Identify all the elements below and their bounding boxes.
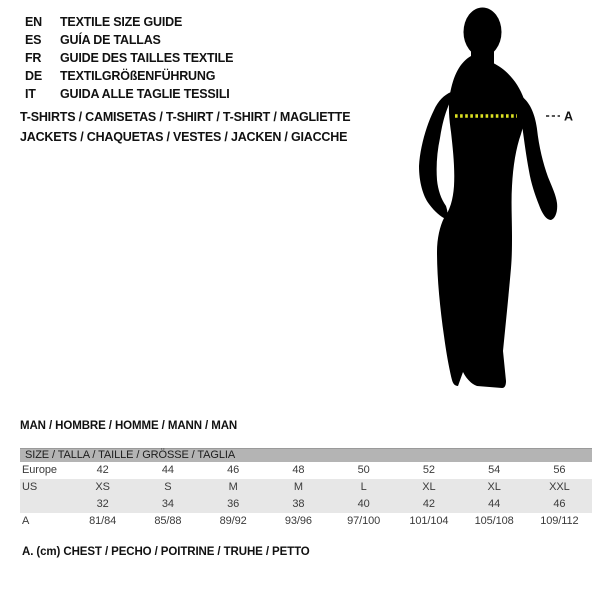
table-cell: 109/112	[540, 515, 579, 527]
table-cell: 48	[292, 464, 305, 476]
table-cell: XL	[487, 481, 501, 493]
table-cell: 101/104	[409, 515, 449, 527]
table-cell: 89/92	[219, 515, 247, 527]
list-item	[25, 85, 233, 103]
table-cell: 38	[292, 498, 305, 510]
language-label: TEXTILGRÖßENFÜHRUNG	[60, 69, 216, 83]
measure-label-a: A	[564, 109, 574, 124]
table-cell: 105/108	[474, 515, 514, 527]
language-code: DE	[25, 69, 42, 83]
table-cell: 42	[422, 498, 435, 510]
size-table	[20, 448, 592, 530]
row-label: A	[22, 515, 30, 527]
table-cell: XXL	[549, 481, 570, 493]
table-cell: 42	[96, 464, 109, 476]
list-item	[25, 31, 233, 49]
table-cell: XL	[422, 481, 436, 493]
table-cell: S	[164, 481, 172, 493]
language-label: TEXTILE SIZE GUIDE	[60, 15, 183, 29]
table-row-chest-a	[20, 513, 592, 530]
table-cell: 56	[553, 464, 566, 476]
list-item	[25, 67, 233, 85]
table-cell: 46	[553, 498, 566, 510]
language-code: EN	[25, 15, 42, 29]
language-guide-list	[25, 13, 233, 103]
row-label	[20, 496, 70, 513]
table-cell: 36	[227, 498, 240, 510]
table-cell: M	[228, 481, 238, 493]
row-label: Europe	[22, 464, 57, 476]
size-table-header: SIZE / TALLA / TAILLE / GRÖSSE / TAGLIA	[20, 448, 592, 462]
table-cell: 81/84	[89, 515, 117, 527]
table-row-europe	[20, 462, 592, 479]
table-cell: L	[360, 481, 367, 493]
table-cell: 40	[357, 498, 370, 510]
language-code: FR	[25, 51, 42, 65]
table-cell: 54	[488, 464, 501, 476]
garment-categories	[20, 108, 350, 147]
table-row-alt-sizes	[20, 496, 592, 513]
language-code: ES	[25, 33, 42, 47]
language-code: IT	[25, 87, 36, 101]
table-cell: M	[293, 481, 303, 493]
man-silhouette	[410, 6, 580, 398]
table-row-us	[20, 479, 592, 496]
row-label: US	[22, 481, 38, 493]
table-cell: 97/100	[347, 515, 381, 527]
list-item	[25, 13, 233, 31]
silhouette-right-arm	[521, 96, 558, 220]
silhouette-torso-legs	[437, 56, 525, 388]
measurement-footnote: A. (cm) CHEST / PECHO / POITRINE / TRUHE / PETTO	[22, 546, 310, 558]
table-cell: 32	[96, 498, 109, 510]
category-line-tshirts: T-SHIRTS / CAMISETAS / T-SHIRT / T-SHIRT / MAGLIETTE	[20, 110, 351, 124]
table-cell: 50	[357, 464, 370, 476]
table-cell: 52	[422, 464, 435, 476]
language-label: GUIDE DES TAILLES TEXTILE	[60, 51, 234, 65]
table-cell: 44	[161, 464, 174, 476]
table-cell: 93/96	[284, 515, 312, 527]
section-title-man: MAN / HOMBRE / HOMME / MANN / MAN	[20, 420, 238, 432]
table-cell: 34	[161, 498, 174, 510]
list-item	[25, 49, 233, 67]
table-cell: 44	[488, 498, 501, 510]
language-label: GUÍA DE TALLAS	[60, 33, 161, 47]
table-cell: XS	[95, 481, 110, 493]
category-line-jackets: JACKETS / CHAQUETAS / VESTES / JACKEN / GIACCHE	[20, 129, 348, 144]
language-label: GUIDA ALLE TAGLIE TESSILI	[60, 87, 230, 101]
table-cell: 46	[227, 464, 240, 476]
table-cell: 85/88	[154, 515, 182, 527]
silhouette-left-arm	[419, 92, 451, 219]
